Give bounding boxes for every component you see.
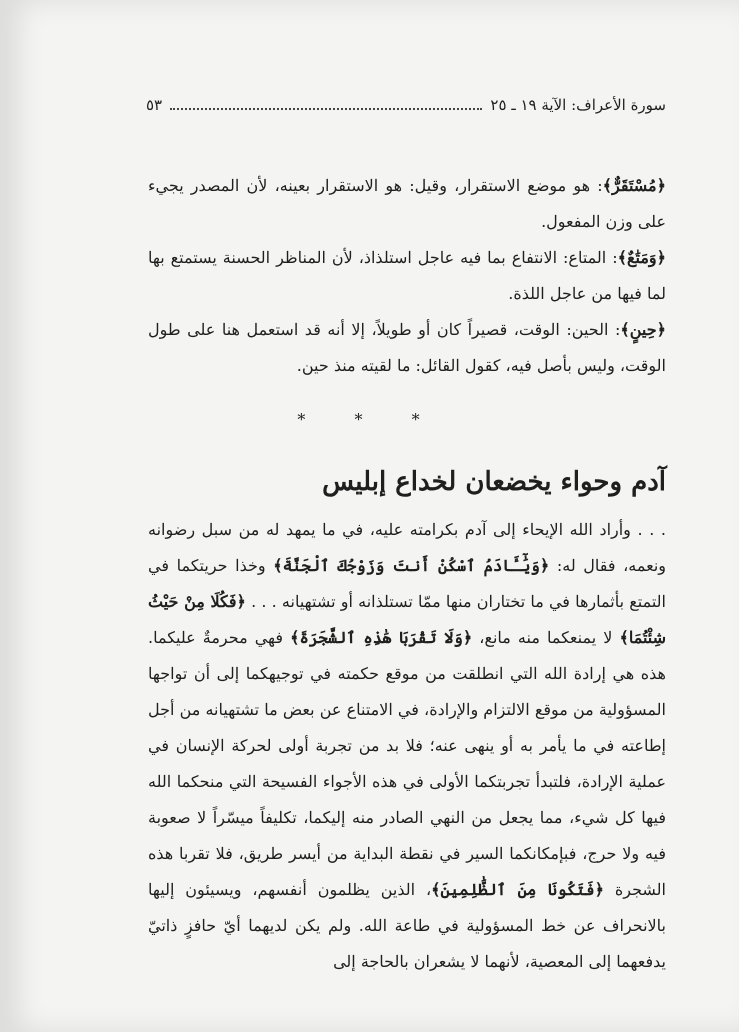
- page-number: ٥٣: [146, 96, 163, 114]
- quran-quote: ﴿فَتَكُونَا مِنَ ٱلظَّٰلِمِينَ﴾: [431, 880, 604, 899]
- section-separator: * * *: [297, 410, 442, 429]
- body-text: . . . وأراد الله الإيحاء إلى آدم بكرامته عليه، في ما يمهد له من سبل رضوانه ونعمه، فقال له:: [148, 520, 667, 575]
- definition-term: ﴿حِينٍ﴾: [620, 320, 666, 339]
- body-paragraph: [148, 512, 666, 980]
- body-text: ، الذين يظلمون أنفسهم، ويسيئون إليها بالانحراف عن خط المسؤولية في طاعة الله. ولم يكن لديهما أيّ حافزٍ ذاتيّ يدفعهما إلى المعصية، لأنهما لا يشعران بالحاجة إلى: [148, 880, 666, 971]
- body-text: فهي محرمةٌ عليكما. هذه هي إرادة الله التي انطلقت من موقع حكمته في توجيهكما إلى أن تواجها المسؤولية من موقع الالتزام والإرادة، في الامتناع عن بعض ما تشتهيانه من أجل إطاعته في ما يأمر به أو ينهى عنه؛ فلا بد من تجربة أولى لحركة الإنسان في عملية الإرادة، فلتبدأ تجربتكما الأولى في هذه الأجواء الفسيحة التي منحكما الله فيها كل شيء، مما يجعل من النهي الصادر منه إليكما، تكليفاً ميسّراً لا صعوبة فيه ولا حرج، فبإمكانكما السير في نقطة البداية من أيسر طريق، فلا تقربا هذه الشجرة: [148, 628, 667, 899]
- definition-mustaqar: [148, 168, 666, 240]
- definition-text: : الحين: الوقت، قصيراً كان أو طويلاً، إلا أنه قد استعمل هنا على طول الوقت، وليس بأصل فيه، كقول القائل: ما لقيته منذ حين.: [148, 320, 666, 375]
- definition-term: ﴿مُسْتَقَرٌّ﴾: [602, 176, 666, 195]
- quran-quote: ﴿وَلَا تَقْرَبَا هَٰذِهِ ٱلشَّجَرَةَ﴾: [290, 628, 473, 647]
- definition-text: : المتاع: الانتفاع بما فيه عاجل استلذاذ، لأن المناظر الحسنة يستمتع بها لما فيها من عاجل اللذة.: [148, 248, 666, 303]
- body-text: وخذا حريتكما في التمتع بأثمارها في ما تختاران منها ممّا تستلذانه أو تشتهيانه . . .: [148, 556, 666, 611]
- quran-quote: ﴿فَكُلَا مِنْ حَيْثُ شِئْتُمَا﴾: [148, 592, 667, 647]
- section-heading: آدم وحواء يخضعان لخداع إبليس: [322, 467, 666, 497]
- definition-mataa: [148, 240, 666, 312]
- running-header: [146, 96, 666, 114]
- header-dot-leader: [170, 108, 482, 110]
- definition-term: ﴿وَمَتَٰعٌ﴾: [617, 248, 666, 267]
- quran-quote: ﴿وَيَٰٓـَٔادَمُ ٱسْكُنْ أَنتَ وَزَوْجُكَ ٱلْجَنَّةَ﴾: [273, 556, 550, 575]
- header-title: سورة الأعراف: الآية ١٩ ـ ٢٥: [490, 96, 666, 114]
- definition-heen: [148, 312, 666, 384]
- body-text: لا يمنعكما منه مانع،: [479, 628, 613, 647]
- definition-text: : هو موضع الاستقرار، وقيل: هو الاستقرار بعينه، لأن المصدر يجيء على وزن المفعول.: [148, 176, 666, 231]
